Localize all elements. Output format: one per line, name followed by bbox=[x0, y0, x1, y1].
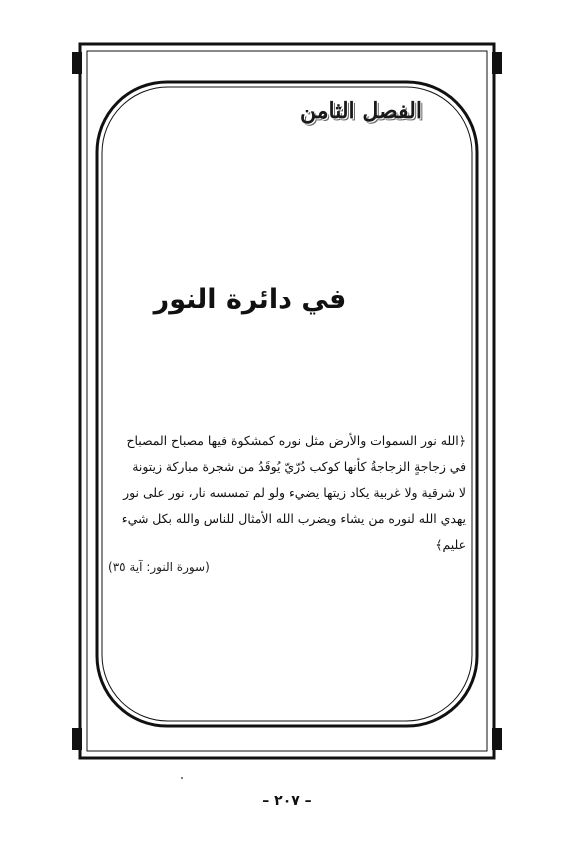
verse-line: ﴿الله نور السموات والأرض مثل نوره كمشكوة فيها مصباح المصباح bbox=[126, 433, 466, 448]
page-number: – ٢٠٧ – bbox=[262, 793, 312, 809]
verse-line: لا شرقية ولا غربية يكاد زيتها يضيء ولو لم تمسسه نار، نور على نور bbox=[123, 485, 466, 500]
verse-line: عليم﴾ bbox=[435, 537, 466, 552]
verse-line: يهدي الله لنوره من يشاء ويضرب الله الأمثال للناس والله بكل شيء bbox=[121, 511, 466, 526]
section-title: في دائرة النور bbox=[153, 284, 347, 315]
chapter-title: الفصل الثامن bbox=[299, 98, 422, 124]
verse-line: في زجاجةٍ الزجاجةُ كأنها كوكب دُرّيّ يُوقَدُ من شجرة مباركة زيتونة bbox=[132, 459, 466, 474]
verse-reference: (سورة النور: آية ٣٥) bbox=[108, 560, 210, 574]
quran-verse bbox=[110, 428, 466, 558]
